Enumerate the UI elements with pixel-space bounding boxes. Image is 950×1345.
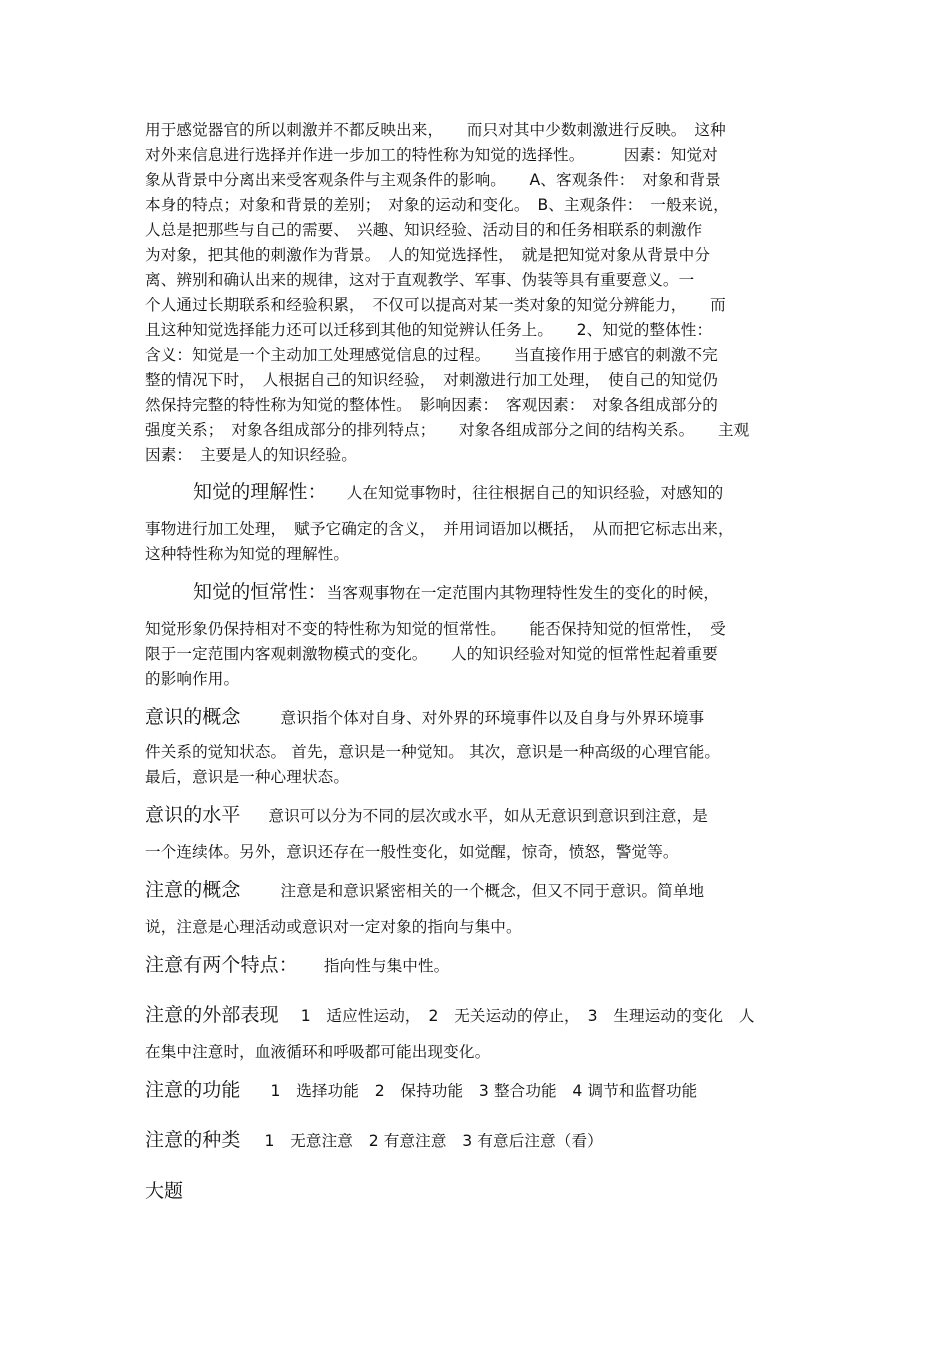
text-line: 事物进行加工处理， 赋予它确定的含义， 并用词语加以概括， 从而把它标志出来， — [145, 520, 734, 538]
constancy-line: 当客观事物在一定范围内其物理特性发生的变化的时候， — [326, 584, 720, 602]
consciousness-concept — [145, 705, 810, 731]
text-line: 一个连续体。另外，意识还存在一般性变化，如觉醒，惊奇，愤怒，警觉等。 — [145, 843, 679, 861]
section-heading: 注意的种类 — [145, 1129, 241, 1151]
section-heading: 注意的外部表现 — [145, 1004, 279, 1026]
text-line: 整的情况下时， 人根据自己的知识经验， 对刺激进行加工处理， 使自己的知觉仍 — [145, 371, 718, 389]
comprehension-heading: 知觉的理解性： — [193, 481, 327, 503]
text-line: 用于感觉器官的所以刺激并不都反映出来， 而只对其中少数刺激进行反映。 这种 — [145, 121, 726, 139]
section-line: 意识指个体对自身、对外界的环境事件以及自身与外界环境事 — [280, 709, 705, 727]
attention-features — [145, 953, 810, 979]
text-line: 的影响作用。 — [145, 670, 240, 688]
comprehension-line: 人在知觉事物时，往往根据自己的知识经验，对感知的 — [346, 484, 724, 502]
text-line: 限于一定范围内客观刺激物模式的变化。 人的知识经验对知觉的恒常性起着重要 — [145, 645, 718, 663]
text-line: 最后，意识是一种心理状态。 — [145, 768, 350, 786]
text-line: 人总是把那些与自己的需要、 兴趣、知识经验、活动目的和任务相联系的刺激作 — [145, 221, 703, 239]
section-heading: 注意有两个特点： — [145, 954, 298, 976]
constancy-heading: 知觉的恒常性： — [193, 581, 327, 603]
section-heading: 意识的水平 — [145, 804, 241, 826]
section-heading: 注意的功能 — [145, 1079, 241, 1101]
text-line: 件关系的觉知状态。 首先，意识是一种觉知。 其次，意识是一种高级的心理官能。 — [145, 743, 721, 761]
comprehension-paragraph — [145, 480, 810, 506]
attention-concept — [145, 878, 810, 904]
text-line: 说，注意是心理活动或意识对一定对象的指向与集中。 — [145, 918, 522, 936]
attention-types — [145, 1128, 810, 1154]
text-line: 为对象，把其他的刺激作为背景。 人的知觉选择性， 就是把知觉对象从背景中分 — [145, 246, 711, 264]
text-line: 强度关系； 对象各组成部分的排列特点； 对象各组成部分之间的结构关系。 主观 — [145, 421, 750, 439]
attention-external — [145, 1003, 810, 1029]
section-line: 1 适应性运动， 2 无关运动的停止， 3 生理运动的变化 人 — [300, 1007, 755, 1025]
text-line: 离、辨别和确认出来的规律，这对于直观教学、军事、伪装等具有重要意义。一 — [145, 271, 695, 289]
text-line: 然保持完整的特性称为知觉的整体性。 影响因素： 客观因素： 对象各组成部分的 — [145, 396, 718, 414]
section-line: 指向性与集中性。 — [323, 957, 450, 975]
constancy-paragraph — [145, 580, 810, 606]
section-heading: 注意的概念 — [145, 879, 241, 901]
section-line: 意识可以分为不同的层次或水平，如从无意识到意识到注意，是 — [268, 807, 708, 825]
consciousness-level — [145, 803, 810, 829]
section-line: 注意是和意识紧密相关的一个概念，但又不同于意识。简单地 — [280, 882, 705, 900]
section-heading: 意识的概念 — [145, 706, 241, 728]
text-line: 个人通过长期联系和经验积累， 不仅可以提高对某一类对象的知觉分辨能力， 而 — [145, 296, 726, 314]
text-line: 象从背景中分离出来受客观条件与主观条件的影响。 A、客观条件： 对象和背景 — [145, 171, 721, 189]
text-line: 含义：知觉是一个主动加工处理感觉信息的过程。 当直接作用于感官的刺激不完 — [145, 346, 718, 364]
text-line: 在集中注意时，血液循环和呼吸都可能出现变化。 — [145, 1043, 491, 1061]
section-line: 1 无意注意 2 有意注意 3 有意后注意（看） — [264, 1132, 603, 1150]
text-line: 对外来信息进行选择并作进一步加工的特性称为知觉的选择性。 因素：知觉对 — [145, 146, 718, 164]
text-line: 因素： 主要是人的知识经验。 — [145, 446, 357, 464]
attention-function — [145, 1078, 810, 1104]
final-heading: 大题 — [145, 1180, 184, 1202]
text-line: 知觉形象仍保持相对不变的特性称为知觉的恒常性。 能否保持知觉的恒常性， 受 — [145, 620, 726, 638]
text-line: 这种特性称为知觉的理解性。 — [145, 545, 350, 563]
section-line: 1 选择功能 2 保持功能 3 整合功能 4 调节和监督功能 — [270, 1082, 698, 1100]
text-line: 且这种知觉选择能力还可以迁移到其他的知觉辨认任务上。 2、知觉的整体性： — [145, 321, 713, 339]
text-line: 本身的特点；对象和背景的差别； 对象的运动和变化。 B、主观条件： 一般来说， — [145, 196, 729, 214]
